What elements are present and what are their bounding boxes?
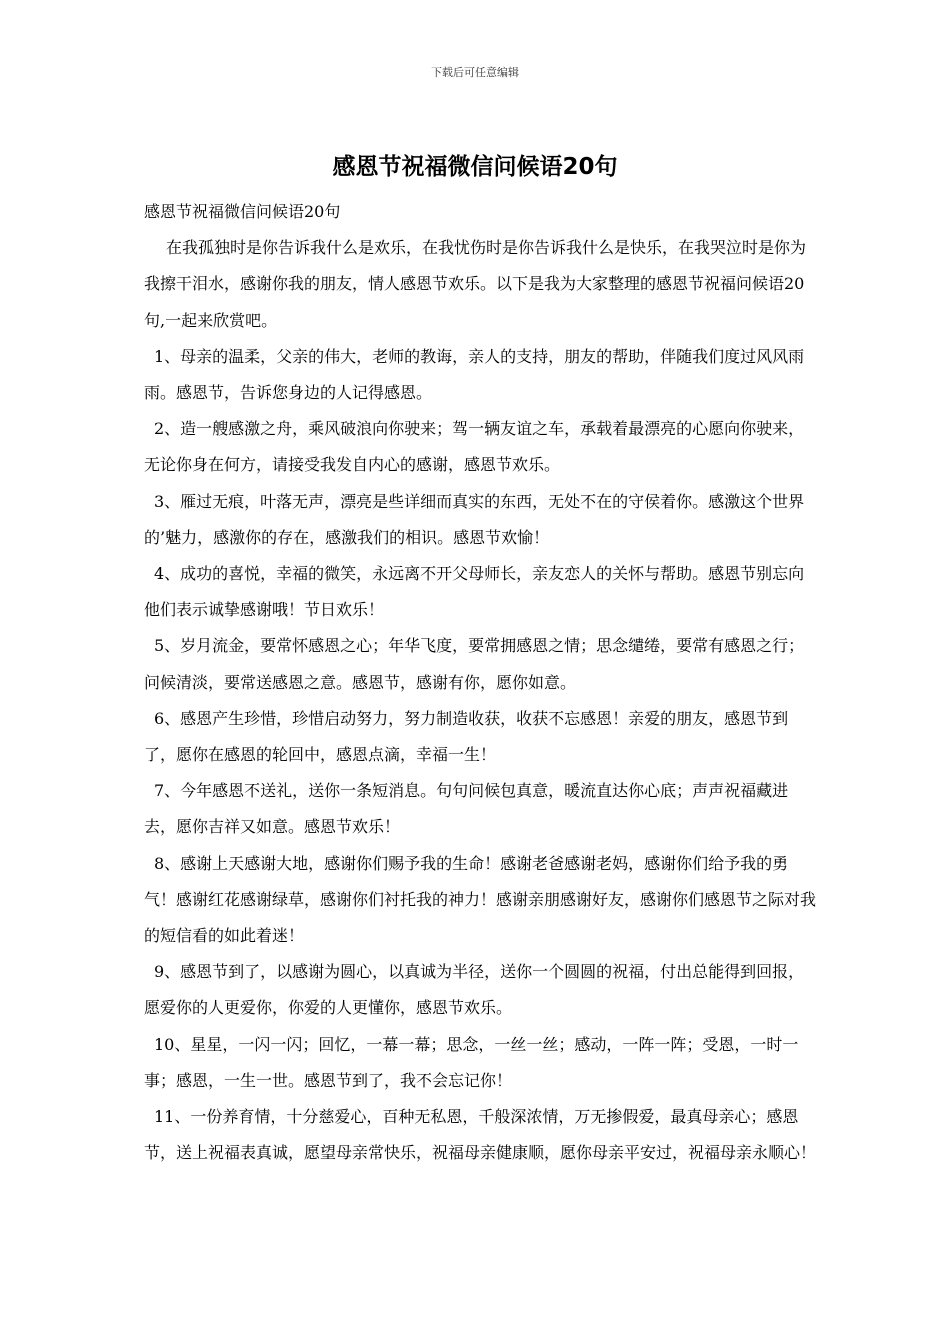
document-subtitle: 感恩节祝福微信问候语20句 <box>144 202 341 221</box>
greeting-item-8: 8、感谢上天感谢大地，感谢你们赐予我的生命！感谢老爸感谢老妈，感谢你们给予我的勇气！感谢红花感谢绿草，感谢你们衬托我的神力！感谢亲朋感谢好友，感谢你们感恩节之际对我的短信看的如此着迷！ <box>144 853 817 946</box>
greeting-item-7: 7、今年感恩不送礼，送你一条短消息。句句问候包真意，暖流直达你心底；声声祝福藏进去，愿你吉祥又如意。感恩节欢乐！ <box>144 781 789 837</box>
document-body <box>144 194 820 1171</box>
document-title: 感恩节祝福微信问候语20句 <box>332 154 618 180</box>
greeting-item-5: 5、岁月流金，要常怀感恩之心；年华飞度，要常拥感恩之情；思念缱绻，要常有感恩之行；问候清淡，要常送感恩之意。感恩节，感谢有你，愿你如意。 <box>144 636 805 692</box>
greeting-item-1: 1、母亲的温柔，父亲的伟大，老师的教诲，亲人的支持，朋友的帮助，伴随我们度过风风雨雨。感恩节，告诉您身边的人记得感恩。 <box>144 346 805 403</box>
greeting-item-11: 11、一份养育情，十分慈爱心，百种无私恩，千般深浓情，万无掺假爱，最真母亲心；感恩节，送上祝福表真诚，愿望母亲常快乐，祝福母亲健康顺，愿你母亲平安过，祝福母亲永顺心！ <box>144 1107 817 1163</box>
greeting-item-6: 6、感恩产生珍惜，珍惜启动努力，努力制造收获，收获不忘感恩！亲爱的朋友，感恩节到了，愿你在感恩的轮回中，感恩点滴，幸福一生！ <box>144 708 789 765</box>
greeting-item-9: 9、感恩节到了，以感谢为圆心，以真诚为半径，送你一个圆圆的祝福，付出总能得到回报，愿爱你的人更爱你，你爱的人更懂你，感恩节欢乐。 <box>144 962 805 1018</box>
page-header-note: 下载后可任意编辑 <box>431 66 519 79</box>
greeting-item-3: 3、雁过无痕，叶落无声，漂亮是些详细而真实的东西，无处不在的守侯着你。感激这个世界的’魅力，感激你的存在，感激我们的相识。感恩节欢愉！ <box>144 491 805 547</box>
greeting-item-10: 10、星星，一闪一闪；回忆，一幕一幕；思念，一丝一丝；感动，一阵一阵；受恩，一时一事；感恩，一生一世。感恩节到了，我不会忘记你！ <box>144 1034 799 1090</box>
greeting-item-4: 4、成功的喜悦，幸福的微笑，永远离不开父母师长，亲友恋人的关怀与帮助。感恩节别忘向他们表示诚挚感谢哦！节日欢乐！ <box>144 564 805 620</box>
intro-paragraph: 在我孤独时是你告诉我什么是欢乐，在我忧伤时是你告诉我什么是快乐，在我哭泣时是你为我擦干泪水，感谢你我的朋友，情人感恩节欢乐。以下是我为大家整理的感恩节祝福问候语20句,一起来欣赏吧。 <box>144 238 807 330</box>
greeting-item-2: 2、造一艘感激之舟，乘风破浪向你驶来；驾一辆友谊之车，承载着最漂亮的心愿向你驶来，无论你身在何方，请接受我发自内心的感谢，感恩节欢乐。 <box>144 419 805 475</box>
